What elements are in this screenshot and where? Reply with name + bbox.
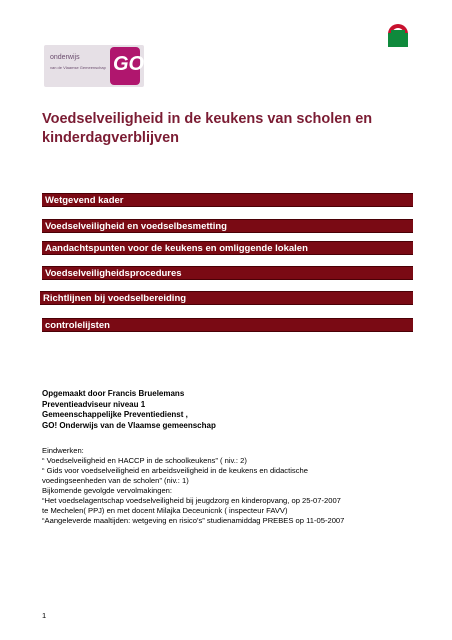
section-bar-procedures[interactable]: Voedselveiligheidsprocedures: [42, 266, 413, 280]
go-onderwijs-logo: [44, 45, 151, 87]
author-line: Opgemaakt door Francis Bruelemans: [42, 389, 185, 398]
page-number: 1: [42, 611, 47, 620]
author-organisation: GO! Onderwijs van de Vlaamse gemeenschap: [42, 420, 216, 430]
body-line: “ Gids voor voedselveiligheid en arbeidsveiligheid in de keukens en didactische: [42, 466, 308, 475]
logo-go-text: GO!: [113, 53, 151, 75]
body-line: “ Voedselveiligheid en HACCP in de schoolkeukens” ( niv.: 2): [42, 456, 247, 465]
author-block: [42, 389, 422, 431]
section-bar-controlelijsten[interactable]: controlelijsten: [42, 318, 413, 332]
logo-text-onderwijs: onderwijs: [50, 54, 80, 61]
logo-go-mark: [110, 47, 151, 85]
author-role: Preventieadviseur niveau 1: [42, 399, 146, 409]
section-bar-voedselveiligheid[interactable]: Voedselveiligheid en voedselbesmetting: [42, 219, 413, 233]
body-line: Bijkomende gevolgde vervolmakingen:: [42, 486, 173, 495]
author-department: Gemeenschappelijke Preventiedienst ,: [42, 410, 188, 419]
section-bar-richtlijnen[interactable]: Richtlijnen bij voedselbereiding: [40, 291, 413, 305]
body-text-block: [42, 446, 422, 526]
body-line: te Mechelen( PPJ) en met docent Milajka Deceunicnk ( inspecteur FAVV): [42, 506, 288, 515]
body-line: “Aangeleverde maaltijden: wetgeving en risico’s” studienamiddag PREBES op 11-05-2007: [42, 516, 345, 525]
box-arch-icon: [385, 22, 411, 48]
body-line: voedingseenheden van de scholen” (niv.: 1): [42, 476, 189, 485]
logo-text-subtitle: van de Vlaamse Gemeenschap: [50, 65, 106, 70]
document-title: Voedselveiligheid in de keukens van scholen en kinderdagverblijven: [42, 111, 373, 146]
section-bar-aandachtspunten[interactable]: Aandachtspunten voor de keukens en omliggende lokalen: [42, 241, 413, 255]
section-bar-wetgevend-kader[interactable]: Wetgevend kader: [42, 193, 413, 207]
body-line: “Het voedselagentschap voedselveiligheid bij jeugdzorg en kinderopvang, op 25-07-2007: [42, 496, 341, 505]
body-line: Eindwerken:: [42, 446, 84, 455]
